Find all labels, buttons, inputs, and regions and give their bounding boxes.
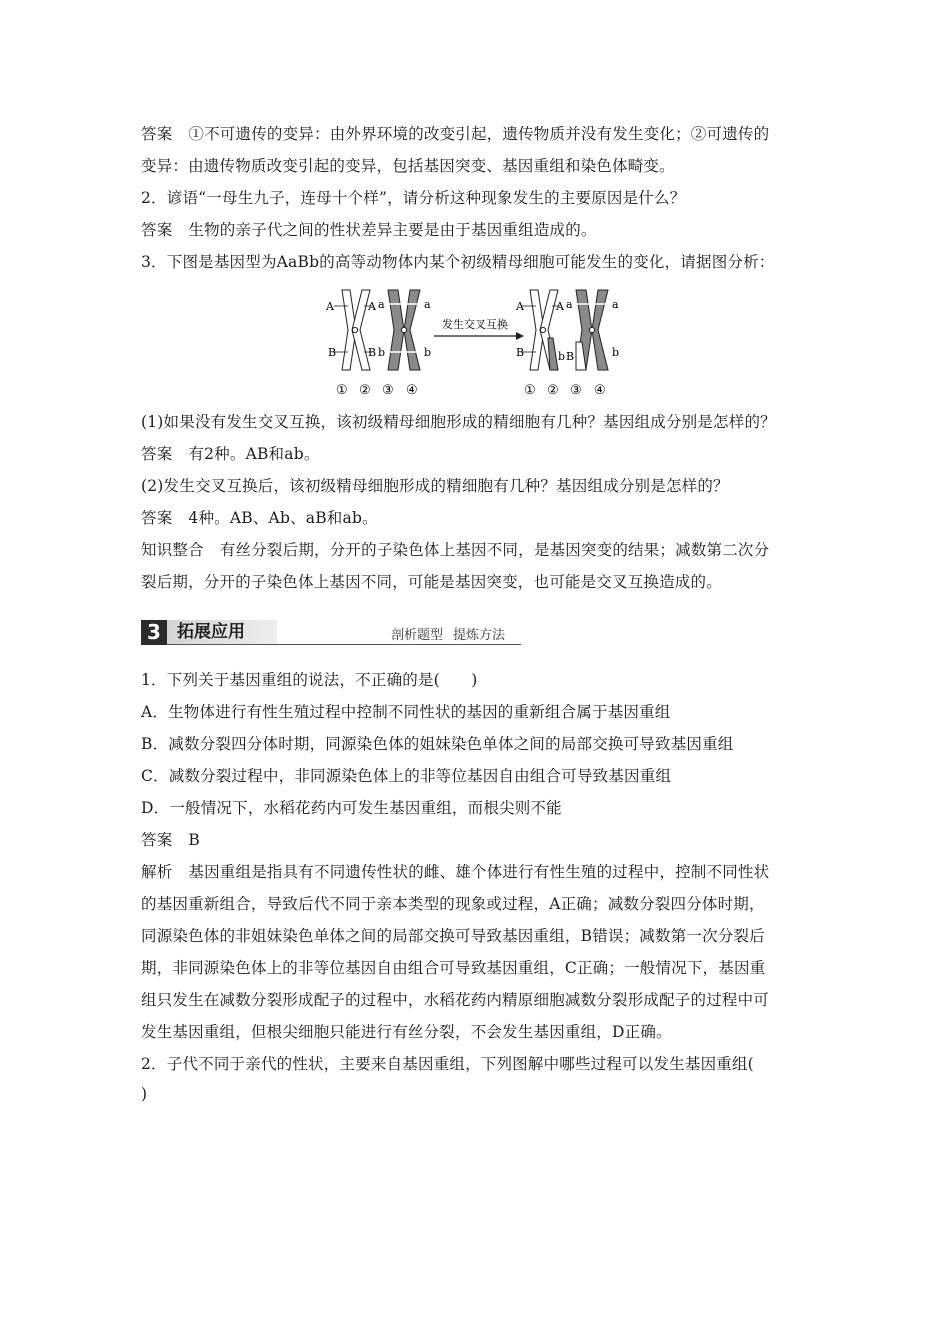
answer-text-cont: 变异：由遗传物质改变引起的变异，包括基因突变、基因重组和染色体畸变。 <box>141 157 675 175</box>
gene-label: b <box>424 346 432 359</box>
chromosome-number: ② <box>359 383 371 398</box>
section-divider <box>167 644 521 645</box>
explanation-label: 解析 <box>141 863 173 881</box>
subtitle-part-2: 提炼方法 <box>453 628 506 643</box>
answer-label: 答案 <box>141 445 173 463</box>
gene-label: A <box>556 300 564 313</box>
explanation-line <box>141 862 769 882</box>
answer-label: 答案 <box>141 125 173 143</box>
answer-line <box>141 444 320 464</box>
section-number: 3 <box>141 620 167 645</box>
crossover-arrow <box>434 317 524 340</box>
answer-line <box>141 220 597 240</box>
chromosome-number: ③ <box>382 383 394 398</box>
summary-text: 有丝分裂后期，分开的子染色体上基因不同，是基因突变的结果；减数第二次分 <box>219 541 770 559</box>
explanation-text: 基因重组是指具有不同遗传性状的雌、雄个体进行有性生殖的过程中，控制不同性状 <box>188 863 770 881</box>
gene-label: a <box>612 298 619 311</box>
chromosome-number: ④ <box>594 383 606 398</box>
question-3: 3．下图是基因型为AaBb的高等动物体内某个初级精母细胞可能发生的变化，请据图分析： <box>141 253 775 271</box>
answer-text: B <box>188 831 200 849</box>
explanation-text: 发生基因重组，但根尖细胞只能进行有丝分裂，不会发生基因重组，D正确。 <box>141 1023 672 1041</box>
explanation-text: 的基因重新组合，导致后代不同于亲本类型的现象或过程，A正确；减数分裂四分体时期， <box>141 895 765 913</box>
option-d: D．一般情况下，水稻花药内可发生基因重组，而根尖则不能 <box>141 799 562 817</box>
section-title: 拓展应用 <box>177 622 245 642</box>
summary-text-cont: 裂后期，分开的子染色体上基因不同，可能是基因突变，也可能是交叉互换造成的。 <box>141 573 722 591</box>
chromosome-number: ② <box>547 383 559 398</box>
answer-label: 答案 <box>141 831 173 849</box>
explanation-text: 同源染色体的非姐妹染色单体之间的局部交换可导致基因重组，B错误；减数第一次分裂后 <box>141 927 765 945</box>
section-header <box>141 620 521 650</box>
option-b: B．减数分裂四分体时期，同源染色体的姐妹染色单体之间的局部交换可导致基因重组 <box>141 735 734 753</box>
answer-line <box>141 830 200 850</box>
gene-label: a <box>378 298 385 311</box>
gene-label: A <box>368 300 376 313</box>
answer-line <box>141 508 378 528</box>
section-title-box <box>167 620 277 645</box>
answer-text: 4种。AB、Ab、aB和ab。 <box>188 509 378 527</box>
chromosome-pair-white-left <box>342 290 370 370</box>
explanation-text: 组只发生在减数分裂形成配子的过程中，水稻花药内精原细胞减数分裂形成配子的过程中可 <box>141 991 770 1009</box>
answer-text: 生物的亲子代之间的性状差异主要是由于基因重组造成的。 <box>188 221 597 239</box>
section-subtitle <box>391 624 505 643</box>
answer-line <box>141 124 769 144</box>
gene-label: b <box>378 346 386 359</box>
option-a: A．生物体进行有性生殖过程中控制不同性状的基因的重新组合属于基因重组 <box>141 703 671 721</box>
chromosome-number: ④ <box>406 383 418 398</box>
sub-question-1: (1)如果没有发生交叉互换，该初级精母细胞形成的精细胞有几种？基因组成分别是怎样的？ <box>141 413 776 431</box>
option-c: C．减数分裂过程中，非同源染色体上的非等位基因自由组合可导致基因重组 <box>141 767 672 785</box>
gene-label: b <box>558 350 566 363</box>
chromosome-pair-white-right <box>530 290 558 370</box>
knowledge-summary <box>141 540 769 560</box>
chromosome-number: ③ <box>570 383 582 398</box>
chromosome-pair-gray-right <box>570 290 614 370</box>
summary-label: 知识整合 <box>141 541 204 559</box>
chromosome-number: ① <box>336 383 348 398</box>
exercise-question-2: 2．子代不同于亲代的性状，主要来自基因重组，下列图解中哪些过程可以发生基因重组( <box>141 1055 754 1073</box>
exercise-question-1: 1．下列关于基因重组的说法，不正确的是( ) <box>141 671 478 689</box>
gene-label: A <box>516 300 524 313</box>
chromosome-number: ① <box>524 383 536 398</box>
gene-label: A <box>326 300 334 313</box>
sub-question-2: (2)发生交叉互换后，该初级精母细胞形成的精细胞有几种？基因组成分别是怎样的？ <box>141 477 729 495</box>
subtitle-part-1: 剖析题型 <box>391 628 444 643</box>
exercise-question-2-cont: ) <box>141 1085 148 1103</box>
gene-label: b <box>612 346 620 359</box>
gene-label: a <box>566 298 573 311</box>
answer-label: 答案 <box>141 221 173 239</box>
answer-text: ①不可遗传的变异：由外界环境的改变引起，遗传物质并没有发生变化；②可遗传的 <box>188 125 770 143</box>
gene-label: B <box>516 346 525 359</box>
gene-label: B <box>368 346 377 359</box>
chromosome-crossover-diagram <box>320 278 640 406</box>
gene-label: B <box>566 350 575 363</box>
answer-label: 答案 <box>141 509 173 527</box>
gene-label: a <box>424 298 431 311</box>
question-2: 2．谚语“一母生九子，连母十个样”，请分析这种现象发生的主要原因是什么？ <box>141 189 686 207</box>
chromosome-pair-gray-left <box>382 290 426 370</box>
arrow-label: 发生交叉互换 <box>442 318 508 331</box>
explanation-text: 期，非同源染色体上的非等位基因自由组合可导致基因重组，C正确；一般情况下，基因重 <box>141 959 766 977</box>
answer-text: 有2种。AB和ab。 <box>188 445 320 463</box>
gene-label: B <box>328 346 337 359</box>
